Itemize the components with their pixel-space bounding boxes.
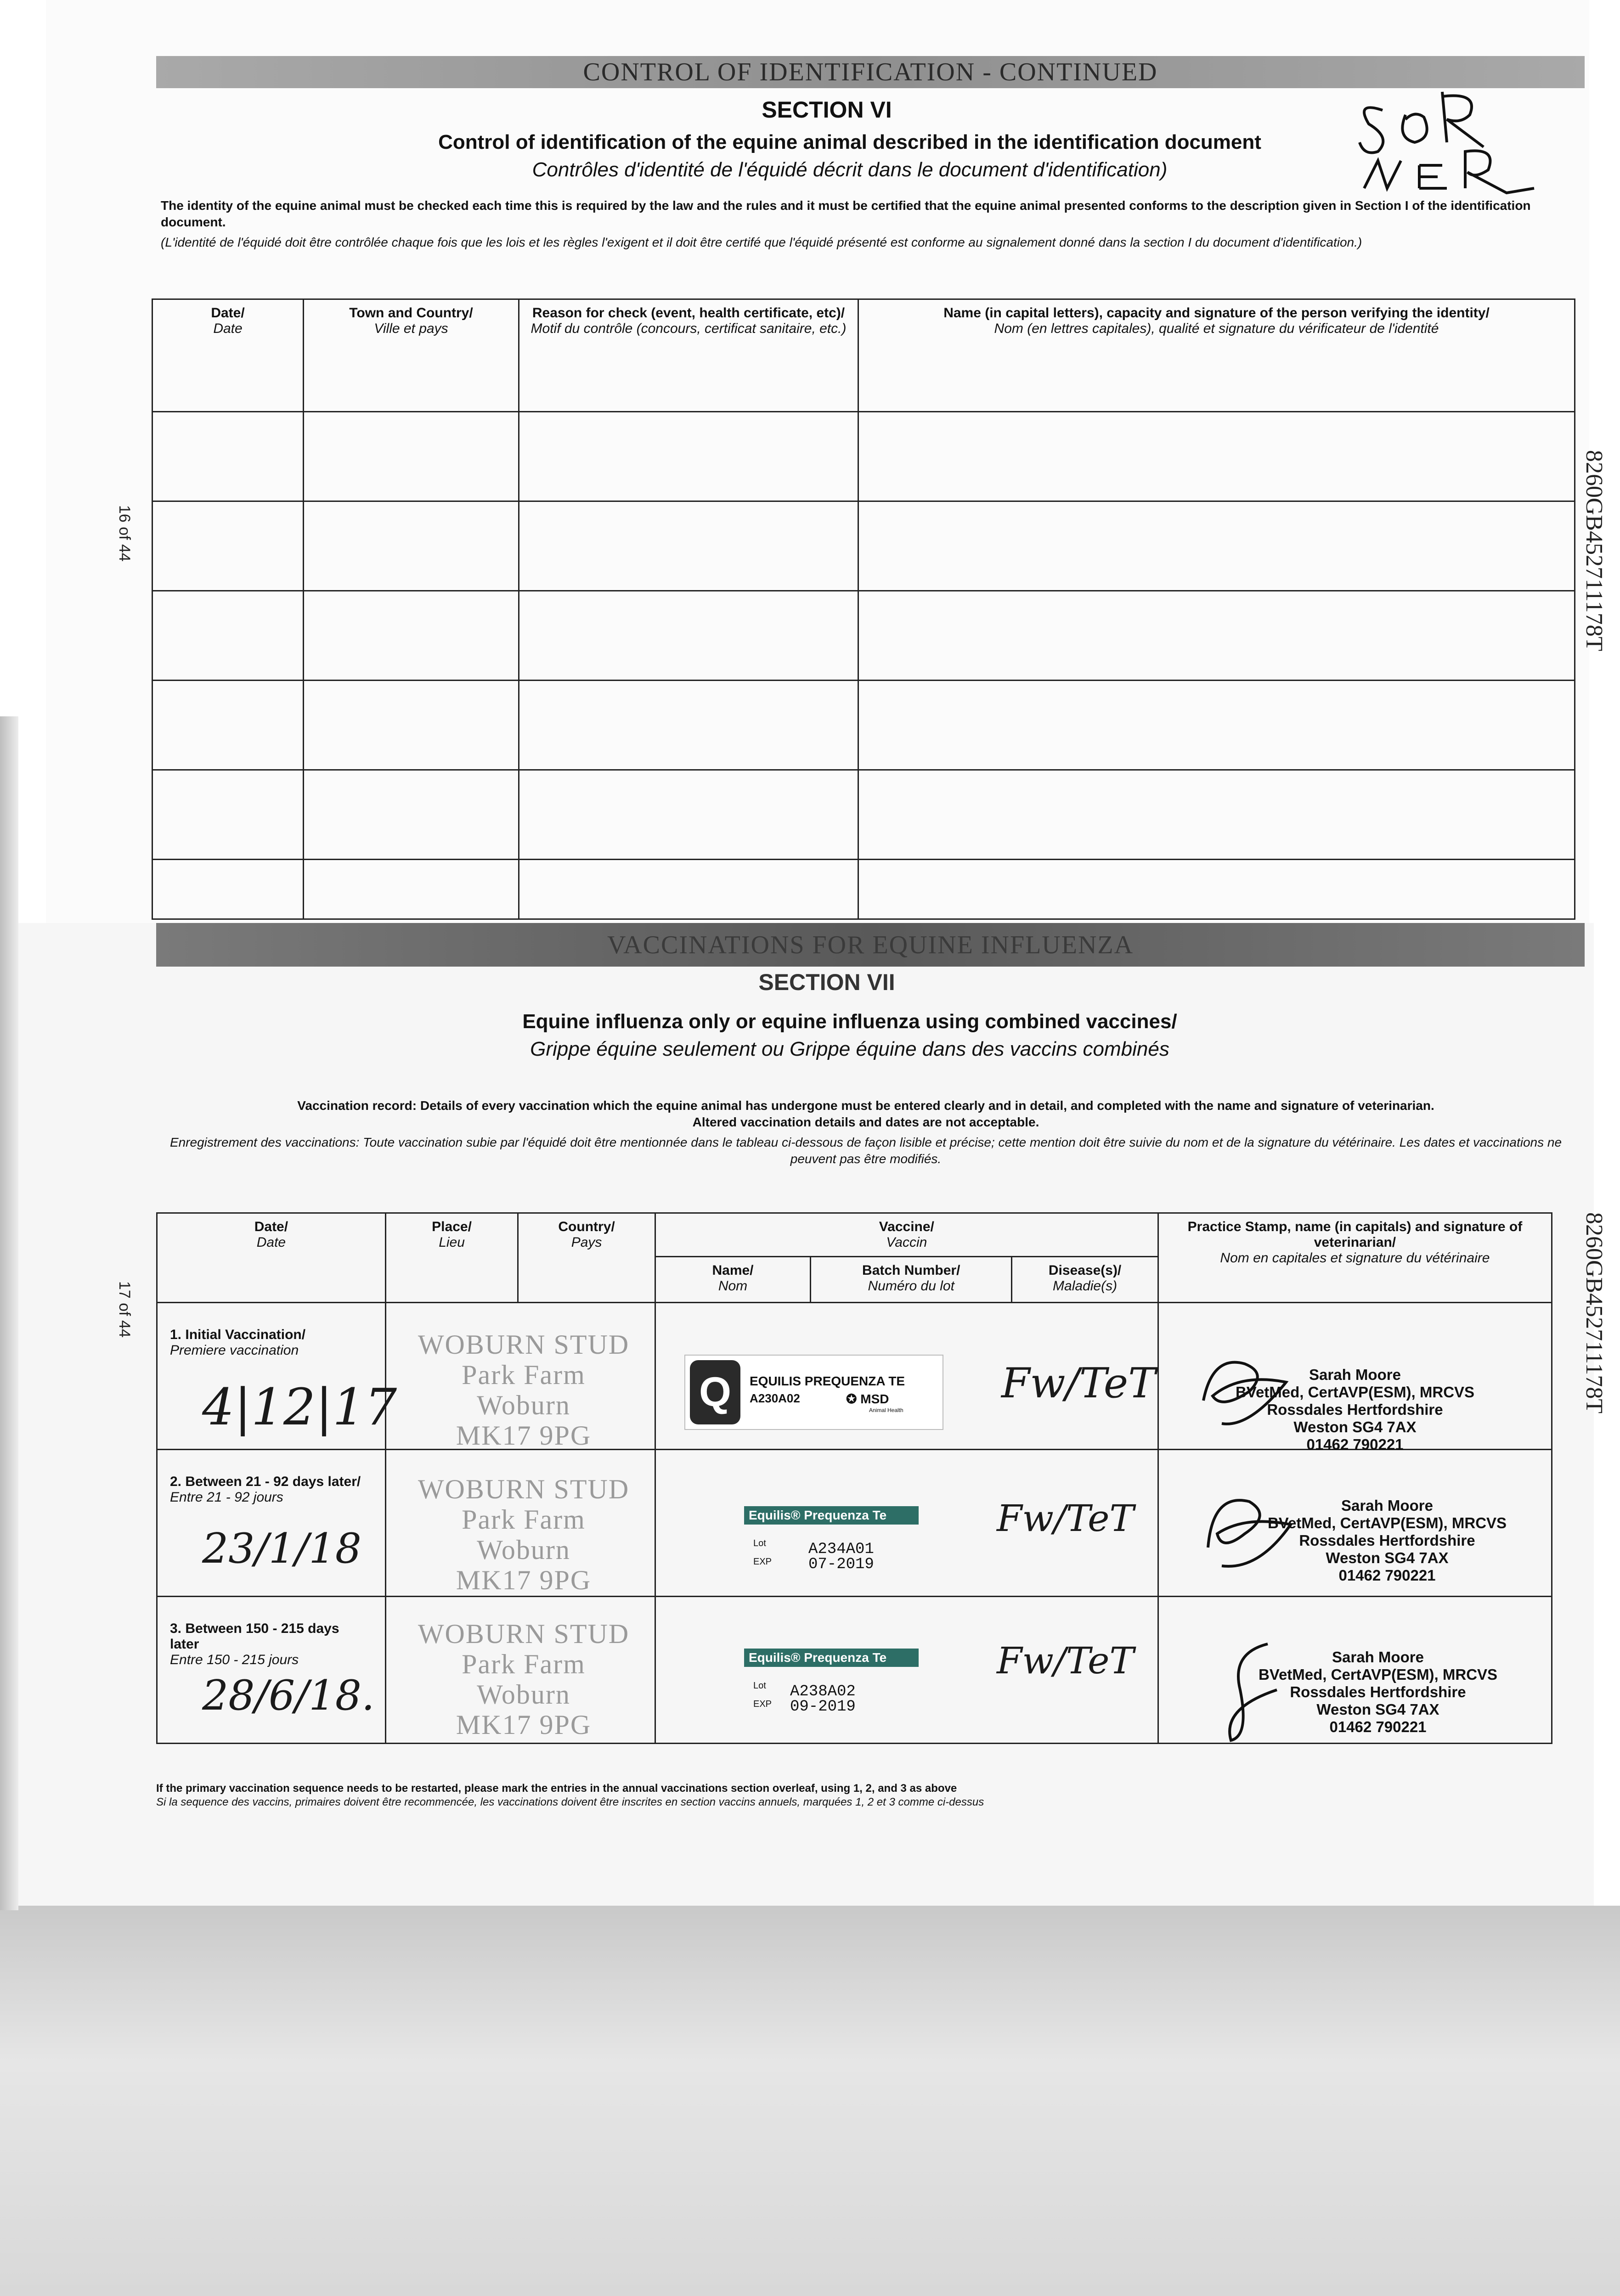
col-practice-stamp: Practice Stamp, name (in capitals) and signature of veterinarian/ Nom en capitales et signature du vétérinaire xyxy=(1158,1213,1552,1303)
col-disease: Disease(s)/ Maladie(s) xyxy=(1012,1257,1158,1303)
page-number-bottom: 17 of 44 xyxy=(116,1281,133,1338)
section-title: SECTION VII xyxy=(758,969,895,995)
handwritten-date: 23/1/18 xyxy=(202,1525,361,1573)
col-verifier: Name (in capital letters), capacity and signature of the person verifying the identity/ Nom (en lettres capitales), qualité et signature du vérificateur de l'identité xyxy=(858,299,1575,412)
col-batch: Batch Number/ Numéro du lot xyxy=(811,1257,1012,1303)
scan-shadow xyxy=(0,1906,1620,2296)
col-country: Country/ Pays xyxy=(518,1213,655,1303)
table-row[interactable] xyxy=(152,860,1575,919)
vaccine-sticker: Equilis® Prequenza Te Lot EXP A234A01 07-2019 xyxy=(744,1506,919,1525)
section-title: SECTION VI xyxy=(762,97,892,123)
vet-stamp: Sarah Moore BVetMed, CertAVP(ESM), MRCVS Rossdales Hertfordshire Weston SG4 7AX 01462 790221 xyxy=(1258,1649,1498,1735)
instruction-en: The identity of the equine animal must be checked each time this is required by the law and the rules and it must be certified that the equine animal presented conforms to the description given in Section I of the identification document. xyxy=(161,198,1531,229)
doc-code-bottom: 8260GB452711178T xyxy=(1581,1212,1607,1414)
footnote: If the primary vaccination sequence needs to be restarted, please mark the entries in the annual vaccinations section overleaf, using 1, 2, and 3 as above Si la sequence des vaccins, primaires doivent être recommencée, les vaccinations doivent être inscrites en section vaccins annuels, marquées 1, 2 et 3 comme ci-dessus xyxy=(156,1782,984,1808)
title-fr: Contrôles d'identité de l'équidé décrit dans le document d'identification) xyxy=(532,158,1168,181)
table-row[interactable] xyxy=(152,412,1575,501)
handwritten-initials xyxy=(1350,83,1543,202)
col-vaccine-name: Name/ Nom xyxy=(655,1257,810,1303)
vet-signature xyxy=(1194,1483,1314,1575)
vaccine-sticker: Q EQUILIS PREQUENZA TE A230A02 ✪ MSD Animal Health xyxy=(684,1355,943,1430)
title-en: Equine influenza only or equine influenza using combined vaccines/ xyxy=(522,1010,1177,1033)
handwritten-date: 4|12|17 xyxy=(202,1378,397,1436)
vet-signature xyxy=(1213,1635,1304,1745)
col-reason: Reason for check (event, health certificate, etc)/ Motif du contrôle (concours, certificat sanitaire, etc.) xyxy=(519,299,858,412)
table-row[interactable] xyxy=(152,770,1575,860)
col-date: Date/ Date xyxy=(152,299,304,412)
table-row[interactable] xyxy=(152,591,1575,681)
page-number-top: 16 of 44 xyxy=(116,505,133,562)
instruction-fr: Enregistrement des vaccinations: Toute vaccination subie par l'équidé doit être mentionnée dans le tableau ci-dessous de façon lisible et précise; cette mention doit être suivie du nom et de la signature du vétérinaire. Les dates et vaccinations ne peuvent pas être modifiés. xyxy=(169,1135,1562,1166)
stud-stamp: WOBURN STUD Park Farm Woburn MK17 9PG xyxy=(418,1474,630,1595)
col-town: Town and Country/ Ville et pays xyxy=(304,299,519,412)
instruction-fr: (L'identité de l'équidé doit être contrôlée chaque fois que les lois et les règles l'exigent et il doit être certifé que l'équidé présenté est conforme au signalement donné dans la section I du document d'identification.) xyxy=(161,235,1362,249)
handwritten-disease: Fw/TeT xyxy=(997,1497,1134,1540)
row-label: 3. Between 150 - 215 days later Entre 150 - 215 jours xyxy=(170,1621,339,1667)
vaccine-sticker: Equilis® Prequenza Te Lot EXP A238A02 09-2019 xyxy=(744,1649,919,1667)
vet-signature xyxy=(1194,1345,1314,1437)
identity-check-table xyxy=(152,298,1575,920)
stud-stamp: WOBURN STUD Park Farm Woburn MK17 9PG xyxy=(418,1329,630,1451)
col-place: Place/ Lieu xyxy=(385,1213,518,1303)
row-label: 1. Initial Vaccination/ Premiere vaccination xyxy=(170,1327,306,1358)
section-banner: VACCINATIONS FOR EQUINE INFLUENZA xyxy=(156,923,1585,967)
brand-logo-icon: Q xyxy=(690,1360,740,1424)
row-label: 2. Between 21 - 92 days later/ Entre 21 - 92 jours xyxy=(170,1474,361,1505)
maker-logo: ✪ MSD xyxy=(846,1392,889,1406)
title-fr: Grippe équine seulement ou Grippe équine dans des vaccins combinés xyxy=(530,1038,1169,1060)
stud-stamp: WOBURN STUD Park Farm Woburn MK17 9PG xyxy=(418,1619,630,1740)
vet-stamp: Sarah Moore BVetMed, CertAVP(ESM), MRCVS Rossdales Hertfordshire Weston SG4 7AX 01462 790221 xyxy=(1267,1497,1507,1584)
handwritten-disease: Fw/TeT xyxy=(1001,1359,1156,1407)
table-row[interactable] xyxy=(152,681,1575,770)
section-banner: CONTROL OF IDENTIFICATION - CONTINUED xyxy=(156,56,1585,88)
vet-stamp: Sarah Moore BVetMed, CertAVP(ESM), MRCVS Rossdales Hertfordshire Weston SG4 7AX 01462 790221 xyxy=(1235,1366,1475,1453)
handwritten-date: 28/6/18. xyxy=(202,1671,375,1720)
table-row[interactable] xyxy=(152,501,1575,591)
instruction-en: Vaccination record: Details of every vaccination which the equine animal has undergone must be entered clearly and in detail, and completed with the name and signature of veterinarian. Altered vaccination details and dates are not acceptable. xyxy=(297,1098,1434,1129)
col-vaccine: Vaccine/ Vaccin xyxy=(655,1213,1158,1257)
handwritten-disease: Fw/TeT xyxy=(997,1639,1134,1682)
binding-shadow xyxy=(0,716,18,1910)
col-date: Date/ Date xyxy=(157,1213,386,1303)
title-en: Control of identification of the equine animal described in the identification document xyxy=(438,131,1261,153)
doc-code-top: 8260GB452711178T xyxy=(1581,450,1607,652)
